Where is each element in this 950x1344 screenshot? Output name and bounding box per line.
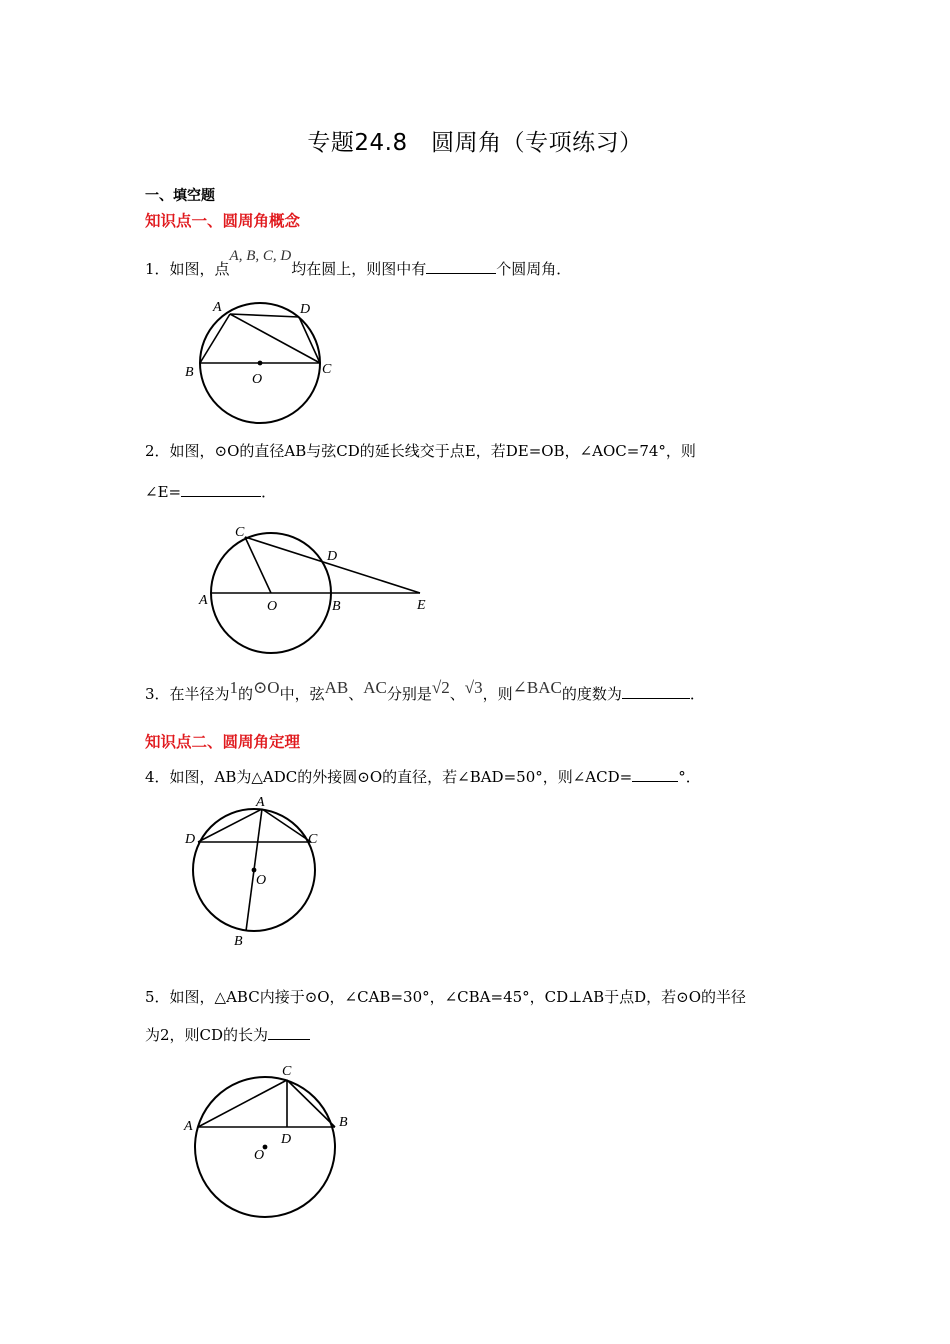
segment-cb xyxy=(287,1080,335,1127)
figure-q5 xyxy=(180,1060,355,1220)
center-dot xyxy=(252,868,257,873)
label-a: A xyxy=(184,1119,193,1134)
answer-blank-3[interactable] xyxy=(622,684,690,699)
label-a: A xyxy=(213,300,222,315)
label-b: B xyxy=(332,599,341,614)
label-a: A xyxy=(199,593,208,608)
question-1: 1．如图，点A, B, C, D均在圆上，则图中有 个圆周角． xyxy=(145,248,572,278)
answer-blank-4[interactable] xyxy=(632,767,678,782)
circle-o-symbol: ⊙O xyxy=(253,678,280,697)
label-d: D xyxy=(300,302,311,317)
answer-blank-2[interactable] xyxy=(181,482,261,497)
segment-ac xyxy=(230,314,320,363)
label-e: E xyxy=(417,598,426,613)
label-o: O xyxy=(252,372,263,387)
answer-blank-1[interactable] xyxy=(426,259,496,274)
label-o: O xyxy=(256,873,267,888)
knowledge-point-2-heading: 知识点二、圆周角定理 xyxy=(145,733,301,751)
sqrt-2: √2 xyxy=(431,678,450,697)
label-a: A xyxy=(256,795,265,810)
figure-q2 xyxy=(195,520,440,660)
question-4: 4．如图，AB为△ADC的外接圆⊙O的直径，若∠BAD=50°，则∠ACD= °． xyxy=(145,768,701,786)
label-d: D xyxy=(185,832,196,847)
center-dot xyxy=(258,361,263,366)
question-5-line-1: 5．如图，△ABC内接于⊙O，∠CAB=30°，∠CBA=45°，CD⊥AB于点D，若⊙O的半径 xyxy=(145,988,747,1006)
question-2-line-2: ∠E= ． xyxy=(145,483,277,501)
label-o: O xyxy=(267,599,278,614)
label-d: D xyxy=(327,549,338,564)
page-title: 专题24.8 圆周角（专项练习） xyxy=(307,130,643,156)
label-b: B xyxy=(339,1115,348,1130)
question-3: 3．在半径为1的⊙O中，弦AB、AC分别是√2、√3，则∠BAC的度数为 ． xyxy=(145,678,705,703)
math-points: A, B, C, D xyxy=(229,248,292,264)
label-c: C xyxy=(282,1064,292,1079)
sqrt-3: √3 xyxy=(464,678,483,697)
figure-q4 xyxy=(180,792,330,952)
label-o: O xyxy=(254,1148,265,1163)
label-c: C xyxy=(235,525,245,540)
segment-oc xyxy=(245,537,271,593)
segment-dc xyxy=(299,317,320,363)
section-heading: 一、填空题 xyxy=(145,188,215,204)
segment-ad xyxy=(230,314,299,317)
label-c: C xyxy=(322,362,332,377)
label-d: D xyxy=(281,1132,292,1147)
label-c: C xyxy=(308,832,318,847)
figure-q1 xyxy=(180,295,350,430)
line-ce xyxy=(245,537,420,593)
label-b: B xyxy=(234,934,243,949)
question-5-line-2: 为2，则CD的长为 xyxy=(145,1024,310,1045)
answer-blank-5[interactable] xyxy=(268,1025,310,1040)
knowledge-point-1-heading: 知识点一、圆周角概念 xyxy=(145,212,301,230)
label-b: B xyxy=(185,365,194,380)
segment-ac xyxy=(262,809,311,842)
question-2-line-1: 2．如图，⊙O的直径AB与弦CD的延长线交于点E，若DE=OB，∠AOC=74°，则 xyxy=(145,442,696,460)
